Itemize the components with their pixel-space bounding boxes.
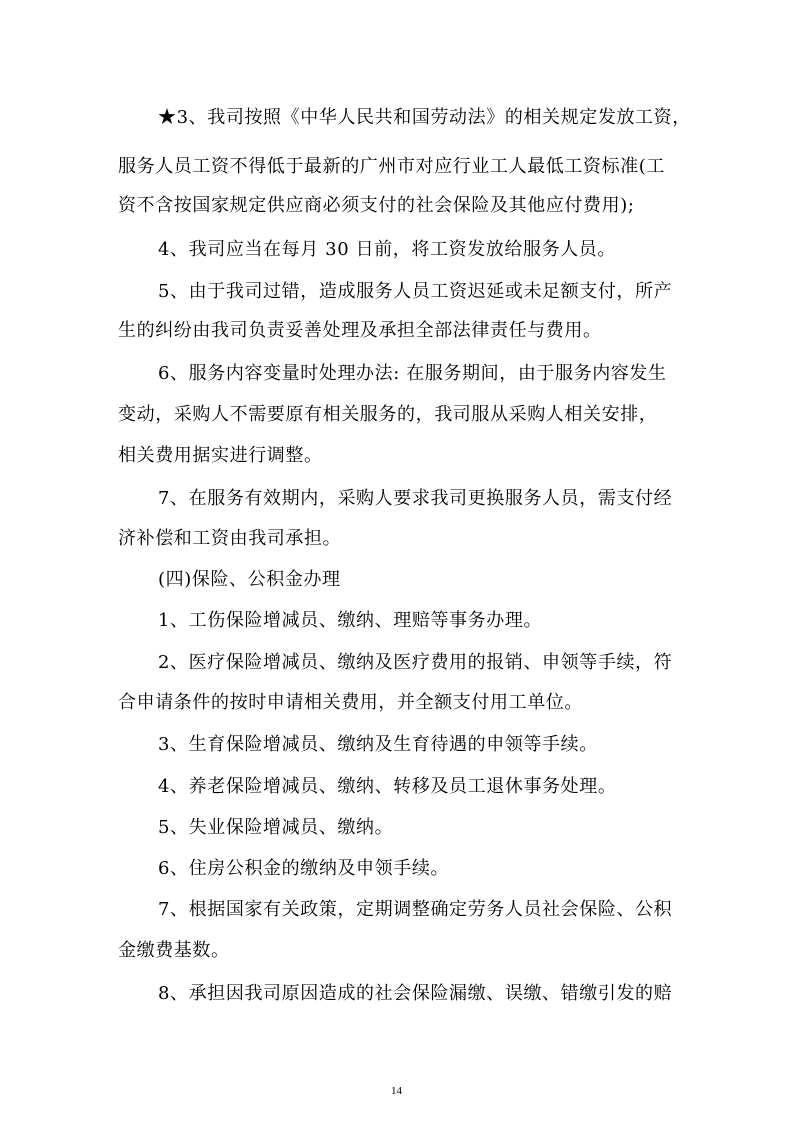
text-line: 变动，采购人不需要原有相关服务的，我司服从采购人相关安排， [118, 404, 658, 425]
section-heading: (四)保险、公积金办理 [158, 569, 341, 590]
text-line: 4、我司应当在每月 30 日前，将工资发放给服务人员。 [158, 239, 616, 260]
text-line: 8、承担因我司原因造成的社会保险漏缴、误缴、错缴引发的赔 [158, 983, 673, 1004]
text-line: 1、工伤保险增减员、缴纳、理赔等事务办理。 [158, 610, 543, 631]
text-line: 3、生育保险增减员、缴纳及生育待遇的申领等手续。 [158, 734, 598, 755]
text-line: 7、在服务有效期内，采购人要求我司更换服务人员，需支付经 [158, 488, 673, 509]
text-line: 7、根据国家有关政策，定期调整确定劳务人员社会保险、公积 [158, 899, 673, 920]
text-line: ★3、我司按照《中华人民共和国劳动法》的相关规定发放工资， [158, 107, 691, 128]
text-line: 生的纠纷由我司负责妥善处理及承担全部法律责任与费用。 [118, 320, 602, 341]
text-line: 5、失业保险增减员、缴纳。 [158, 817, 394, 838]
text-line: 合申请条件的按时申请相关费用，并全额支付用工单位。 [118, 692, 583, 713]
text-line: 4、养老保险增减员、缴纳、转移及员工退休事务处理。 [158, 776, 617, 797]
text-line: 6、住房公积金的缴纳及申领手续。 [158, 858, 450, 879]
text-line: 相关费用据实进行调整。 [118, 445, 323, 466]
text-line: 服务人员工资不得低于最新的广州市对应行业工人最低工资标准(工 [118, 156, 666, 177]
text-line: 金缴费基数。 [118, 940, 230, 961]
text-line: 6、服务内容变量时处理办法: 在服务期间，由于服务内容发生 [158, 363, 667, 384]
text-line: 5、由于我司过错，造成服务人员工资迟延或未足额支付，所产 [158, 281, 673, 302]
text-line: 资不含按国家规定供应商必须支付的社会保险及其他应付费用); [118, 195, 635, 216]
text-line: 济补偿和工资由我司承担。 [118, 528, 342, 549]
text-line: 2、医疗保险增减员、缴纳及医疗费用的报销、申领等手续，符 [158, 652, 673, 673]
page-number: 14 [391, 1085, 402, 1097]
